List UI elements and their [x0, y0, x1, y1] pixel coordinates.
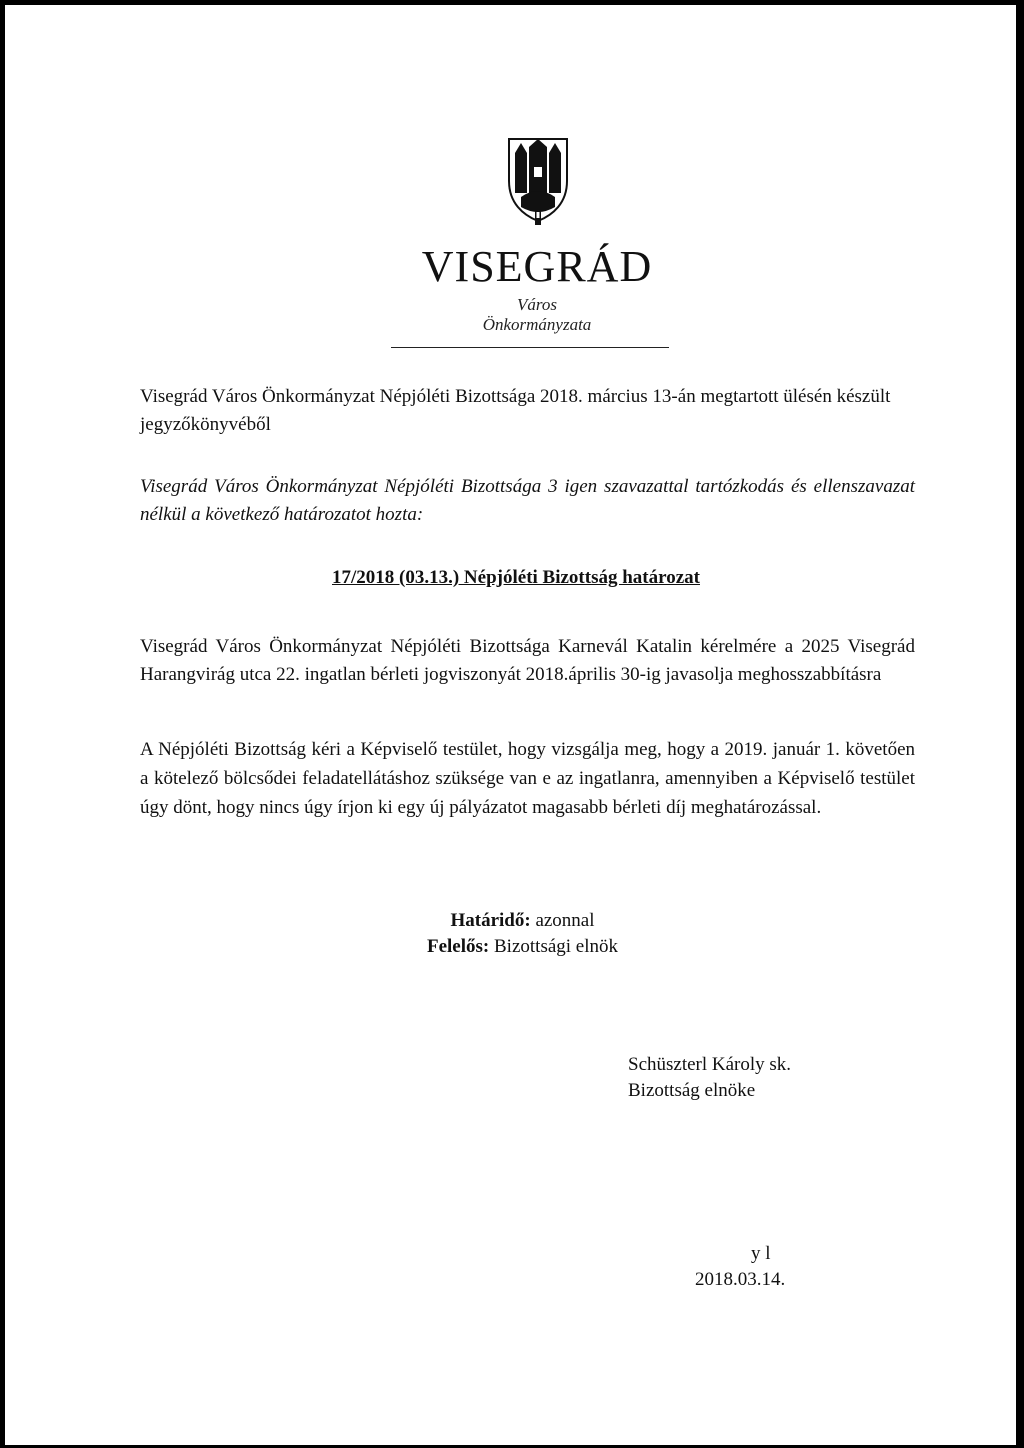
responsible-value: Bizottsági elnök [494, 936, 619, 957]
resolution-body-paragraph-1: Visegrád Város Önkormányzat Népjóléti Bizottsága Karnevál Katalin kérelmére a 2025 Visegrád Harangvirág utca 22. ingatlan bérleti jogviszonyát 2018.április 30-ig javasolja meghosszabbításra [140, 636, 915, 685]
stamp-date: 2018.03.14. [695, 1269, 786, 1290]
logo-title: VISEGRÁD [421, 242, 653, 291]
responsible-line [305, 934, 740, 960]
signature-title: Bizottság elnöke [628, 1080, 756, 1101]
deadline-line [305, 908, 740, 934]
resolution-body-paragraph-2: A Népjóléti Bizottság kéri a Képviselő testület, hogy vizsgálja meg, hogy a 2019. január 1. követően a kötelező bölcsődei feladatellátáshoz szüksége van e az ingatlanra, amennyiben a Képviselő testület úgy dönt, hogy nincs úgy írjon ki egy új pályázatot magasabb bérleti díj meghatározással. [140, 739, 915, 818]
deadline-value: azonnal [535, 910, 595, 931]
header-divider [391, 347, 669, 348]
resolution-title: 17/2018 (03.13.) Népjóléti Bizottság határozat [332, 567, 700, 588]
coat-of-arms-icon [507, 137, 569, 227]
deadline-label: Határidő: [450, 910, 531, 931]
logo-subtitle-municipality: Önkormányzata [482, 315, 592, 334]
minutes-intro: Visegrád Város Önkormányzat Népjóléti Bizottsága 2018. március 13-án megtartott ülésén készült jegyzőkönyvéből [140, 386, 891, 435]
signature-name: Schüszterl Károly sk. [628, 1054, 792, 1075]
date-stamp [695, 1241, 855, 1293]
document-page [5, 5, 1016, 1445]
resolution-lead: Visegrád Város Önkormányzat Népjóléti Bizottsága 3 igen szavazattal tartózkodás és ellenszavazat nélkül a következő határozatot hozta: [140, 476, 915, 525]
logo-subtitle-town: Város [517, 295, 557, 314]
stamp-mark: y l [751, 1243, 771, 1264]
signature-block [628, 1052, 888, 1104]
deadline-block [305, 908, 740, 960]
responsible-label: Felelős: [426, 936, 490, 957]
